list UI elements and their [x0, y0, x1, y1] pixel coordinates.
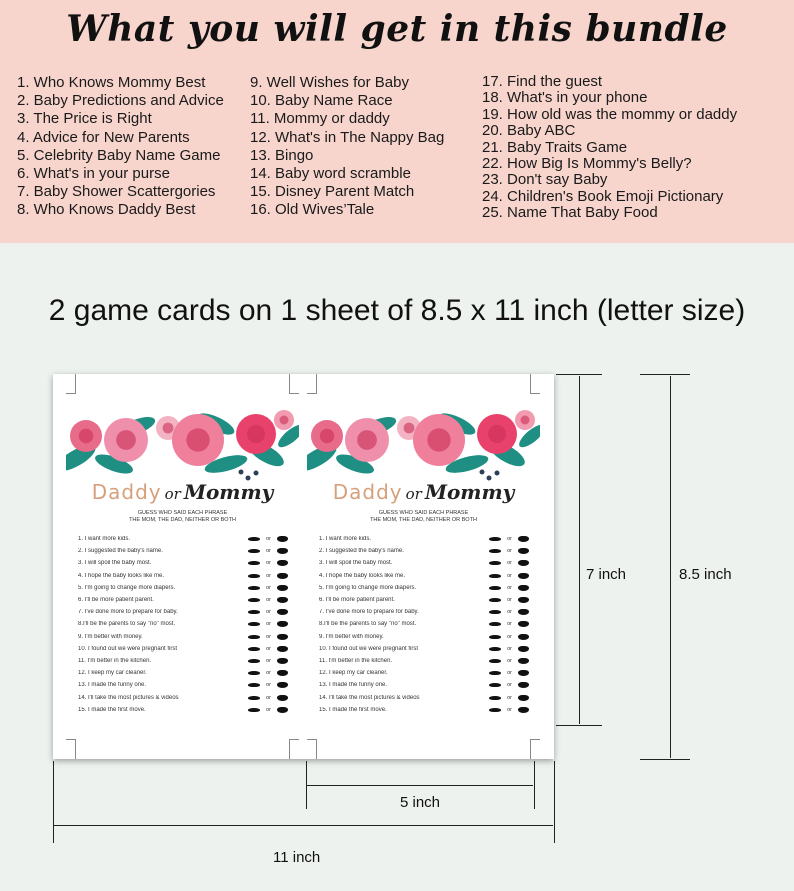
card-title-or: or — [405, 485, 422, 503]
mustache-icon — [489, 537, 501, 541]
dimension-line-bottom-card — [556, 725, 602, 726]
mustache-icon — [248, 671, 260, 675]
bundle-item: 20. Baby ABC — [482, 122, 576, 140]
crop-mark-bottom-right — [289, 739, 299, 759]
or-label: or — [266, 597, 271, 604]
question-row — [319, 667, 529, 679]
card-height-arrow — [579, 376, 580, 724]
card-width-arrow — [307, 785, 533, 786]
question-text: 11. I'm better in the kitchen. — [319, 657, 393, 664]
question-row — [319, 679, 529, 691]
sheet-width-tick-right — [554, 761, 555, 843]
mustache-icon — [248, 586, 260, 590]
card-width-tick-right — [534, 761, 535, 809]
or-label: or — [507, 584, 512, 591]
mustache-icon — [489, 586, 501, 590]
mustache-icon — [489, 610, 501, 614]
question-row — [319, 570, 529, 582]
question-row — [319, 557, 529, 569]
bundle-item: 9. Well Wishes for Baby — [250, 74, 409, 91]
lips-icon — [277, 634, 288, 640]
lips-icon — [518, 548, 529, 554]
or-label: or — [507, 572, 512, 579]
lips-icon — [518, 560, 529, 566]
bundle-item: 18. What's in your phone — [482, 89, 648, 107]
or-label: or — [266, 706, 271, 713]
question-row — [78, 679, 288, 691]
question-text: 10. I found out we were pregnant first — [319, 645, 419, 652]
mustache-icon — [248, 537, 260, 541]
lips-icon — [518, 573, 529, 579]
mustache-icon — [489, 622, 501, 626]
bundle-list-col2 — [250, 74, 444, 220]
question-row — [78, 545, 288, 557]
bundle-list-col1 — [17, 74, 224, 220]
card-title-or: or — [164, 485, 181, 503]
or-label: or — [507, 657, 512, 664]
question-text: 7. I've done more to prepare for baby. — [78, 609, 178, 616]
mustache-icon — [489, 683, 501, 687]
lips-icon — [518, 634, 529, 640]
bundle-item: 15. Disney Parent Match — [250, 183, 415, 201]
bundle-item: 16. Old Wives’Tale — [250, 201, 375, 219]
question-text: 14. I'll take the most pictures & videos — [78, 694, 179, 701]
or-label: or — [507, 548, 512, 555]
lips-icon — [277, 695, 288, 701]
or-label: or — [266, 670, 271, 677]
lips-icon — [277, 573, 288, 579]
lips-icon — [277, 670, 288, 676]
mustache-icon — [489, 708, 501, 712]
or-label: or — [266, 633, 271, 640]
lips-icon — [277, 548, 288, 554]
bundle-item: 5. Celebrity Baby Name Game — [17, 146, 221, 164]
question-row — [319, 618, 529, 630]
bundle-item: 12. What's in The Nappy Bag — [250, 128, 445, 146]
bundle-item: 22. How Big Is Mommy's Belly? — [482, 155, 692, 173]
or-label: or — [266, 645, 271, 652]
question-text: 8.I'll be the parents to say "no" most. — [78, 621, 176, 628]
card-title-daddy: Daddy — [332, 480, 403, 504]
question-text: 12. I keep my car cleaner. — [319, 670, 388, 677]
mustache-icon — [489, 671, 501, 675]
dimension-line-top-card — [556, 374, 602, 375]
floral-border-illustration — [307, 406, 540, 486]
mustache-icon — [248, 574, 260, 578]
mustache-icon — [248, 647, 260, 651]
lips-icon — [277, 536, 288, 542]
dimension-line-bottom-sheet — [640, 759, 690, 760]
lips-icon — [277, 560, 288, 566]
or-label: or — [507, 682, 512, 689]
question-text: 2. I suggested the baby's name. — [319, 548, 404, 555]
bundle-item: 19. How old was the mommy or daddy — [482, 105, 738, 123]
mustache-icon — [489, 574, 501, 578]
bundle-item: 6. What's in your purse — [17, 165, 170, 183]
card-height-label: 7 inch — [586, 566, 627, 583]
question-row — [78, 704, 288, 716]
lips-icon — [518, 695, 529, 701]
card-title-mommy: Mommy — [424, 480, 515, 504]
question-text: 5. I'm going to change more diapers. — [319, 584, 417, 591]
mustache-icon — [489, 598, 501, 602]
question-row — [78, 557, 288, 569]
question-text: 2. I suggested the baby's name. — [78, 548, 163, 555]
question-list — [78, 533, 288, 716]
bundle-item: 25. Name That Baby Food — [482, 204, 658, 222]
or-label: or — [266, 609, 271, 616]
card-instructions — [307, 510, 540, 523]
question-row — [78, 643, 288, 655]
mustache-icon — [489, 647, 501, 651]
or-label: or — [507, 706, 512, 713]
bundle-title: What you will get in this bundle — [66, 8, 728, 50]
lips-icon — [518, 658, 529, 664]
or-label: or — [266, 694, 271, 701]
question-text: 6. I'll be more patient parent. — [78, 597, 154, 604]
bundle-item: 10. Baby Name Race — [250, 92, 393, 110]
question-text: 12. I keep my car cleaner. — [78, 670, 147, 677]
bundle-item: 1. Who Knows Mommy Best — [17, 74, 206, 91]
mustache-icon — [248, 622, 260, 626]
bundle-list-col3 — [482, 74, 737, 222]
question-row — [78, 631, 288, 643]
card-title-mommy: Mommy — [183, 480, 274, 504]
or-label: or — [507, 536, 512, 543]
bundle-section — [0, 0, 794, 243]
lips-icon — [518, 707, 529, 713]
crop-mark-bottom-right — [530, 739, 540, 759]
mustache-icon — [489, 635, 501, 639]
question-text: 14. I'll take the most pictures & videos — [319, 694, 420, 701]
crop-mark-bottom-left — [307, 739, 317, 759]
or-label: or — [266, 682, 271, 689]
mustache-icon — [489, 549, 501, 553]
mustache-icon — [248, 610, 260, 614]
question-text: 11. I'm better in the kitchen. — [78, 657, 152, 664]
bundle-item: 3. The Price is Right — [17, 110, 152, 128]
sheet-caption: 2 game cards on 1 sheet of 8.5 x 11 inch (letter size) — [48, 294, 746, 327]
question-text: 13. I made the funny one. — [319, 682, 388, 689]
question-text: 3. I will spoil the baby most. — [319, 560, 393, 567]
lips-icon — [277, 585, 288, 591]
or-label: or — [507, 597, 512, 604]
question-text: 15. I made the first move. — [319, 706, 387, 713]
or-label: or — [266, 572, 271, 579]
card-title — [66, 480, 299, 504]
or-label: or — [507, 694, 512, 701]
lips-icon — [277, 682, 288, 688]
or-label: or — [266, 584, 271, 591]
question-row — [319, 691, 529, 703]
game-card-right — [307, 374, 540, 759]
mustache-icon — [248, 635, 260, 639]
lips-icon — [518, 597, 529, 603]
crop-mark-top-right — [530, 374, 540, 394]
sheet-width-arrow — [54, 825, 553, 826]
lips-icon — [518, 621, 529, 627]
question-row — [319, 704, 529, 716]
question-text: 6. I'll be more patient parent. — [319, 597, 395, 604]
question-text: 4. I hope the baby looks like me. — [319, 572, 406, 579]
mustache-icon — [489, 696, 501, 700]
lips-icon — [277, 609, 288, 615]
or-label: or — [266, 548, 271, 555]
or-label: or — [507, 645, 512, 652]
or-label: or — [507, 621, 512, 628]
dimension-line-top-sheet — [640, 374, 690, 375]
question-text: 13. I made the funny one. — [78, 682, 147, 689]
bundle-item: 14. Baby word scramble — [250, 165, 411, 183]
mustache-icon — [248, 708, 260, 712]
bundle-item: 23. Don't say Baby — [482, 171, 608, 189]
or-label: or — [507, 609, 512, 616]
bundle-item: 4. Advice for New Parents — [17, 128, 190, 146]
lips-icon — [277, 621, 288, 627]
crop-mark-bottom-left — [66, 739, 76, 759]
question-text: 15. I made the first move. — [78, 706, 146, 713]
bundle-item: 2. Baby Predictions and Advice — [17, 92, 224, 110]
question-row — [319, 643, 529, 655]
mustache-icon — [248, 659, 260, 663]
question-text: 1. I want more kids. — [78, 536, 131, 543]
question-row — [78, 594, 288, 606]
instruction-line: THE MOM, THE DAD, NEITHER OR BOTH — [129, 516, 236, 523]
question-text: 10. I found out we were pregnant first — [78, 645, 178, 652]
sheet-height-label: 8.5 inch — [679, 566, 732, 583]
game-card-left — [66, 374, 299, 759]
card-title — [307, 480, 540, 504]
lips-icon — [518, 609, 529, 615]
question-row — [319, 655, 529, 667]
mustache-icon — [489, 659, 501, 663]
instruction-line: GUESS WHO SAID EACH PHRASE — [378, 510, 469, 516]
question-text: 5. I'm going to change more diapers. — [78, 584, 176, 591]
question-row — [319, 606, 529, 618]
bundle-item: 8. Who Knows Daddy Best — [17, 201, 196, 219]
question-list — [319, 533, 529, 716]
mustache-icon — [248, 598, 260, 602]
question-text: 9. I'm better with money. — [78, 633, 143, 640]
sheet-width-label: 11 inch — [273, 849, 321, 866]
question-text: 9. I'm better with money. — [319, 633, 384, 640]
question-row — [319, 594, 529, 606]
bundle-item: 17. Find the guest — [482, 73, 603, 90]
lips-icon — [518, 536, 529, 542]
card-width-label: 5 inch — [400, 794, 441, 811]
crop-mark-top-left — [66, 374, 76, 394]
instruction-line: GUESS WHO SAID EACH PHRASE — [137, 510, 228, 516]
crop-mark-top-left — [307, 374, 317, 394]
or-label: or — [266, 621, 271, 628]
question-row — [319, 631, 529, 643]
or-label: or — [507, 560, 512, 567]
or-label: or — [507, 670, 512, 677]
question-row — [319, 582, 529, 594]
question-row — [78, 606, 288, 618]
lips-icon — [277, 646, 288, 652]
lips-icon — [277, 658, 288, 664]
mustache-icon — [248, 696, 260, 700]
bundle-item: 7. Baby Shower Scattergories — [17, 183, 216, 201]
bundle-item: 21. Baby Traits Game — [482, 138, 628, 156]
question-row — [78, 570, 288, 582]
lips-icon — [277, 707, 288, 713]
question-text: 3. I will spoil the baby most. — [78, 560, 152, 567]
lips-icon — [277, 597, 288, 603]
question-row — [78, 618, 288, 630]
question-row — [78, 582, 288, 594]
or-label: or — [507, 633, 512, 640]
mustache-icon — [248, 683, 260, 687]
or-label: or — [266, 657, 271, 664]
mustache-icon — [248, 549, 260, 553]
mustache-icon — [248, 561, 260, 565]
question-text: 1. I want more kids. — [319, 536, 372, 543]
question-row — [319, 545, 529, 557]
question-row — [78, 655, 288, 667]
or-label: or — [266, 536, 271, 543]
lips-icon — [518, 670, 529, 676]
floral-border-illustration — [66, 406, 299, 486]
lips-icon — [518, 646, 529, 652]
sheet-width-tick-left — [53, 761, 54, 843]
or-label: or — [266, 560, 271, 567]
bundle-item: 13. Bingo — [250, 146, 314, 164]
crop-mark-top-right — [289, 374, 299, 394]
lips-icon — [518, 682, 529, 688]
instruction-line: THE MOM, THE DAD, NEITHER OR BOTH — [370, 516, 477, 523]
sheet-height-arrow — [670, 376, 671, 758]
question-row — [78, 667, 288, 679]
question-text: 4. I hope the baby looks like me. — [78, 572, 165, 579]
lips-icon — [518, 585, 529, 591]
question-row — [78, 533, 288, 545]
card-title-daddy: Daddy — [91, 480, 162, 504]
bundle-item: 24. Children's Book Emoji Pictionary — [482, 187, 724, 205]
question-row — [78, 691, 288, 703]
question-text: 7. I've done more to prepare for baby. — [319, 609, 419, 616]
question-text: 8.I'll be the parents to say "no" most. — [319, 621, 417, 628]
letter-sheet — [53, 374, 554, 759]
mustache-icon — [489, 561, 501, 565]
question-row — [319, 533, 529, 545]
bundle-item: 11. Mommy or daddy — [250, 110, 390, 128]
card-instructions — [66, 510, 299, 523]
